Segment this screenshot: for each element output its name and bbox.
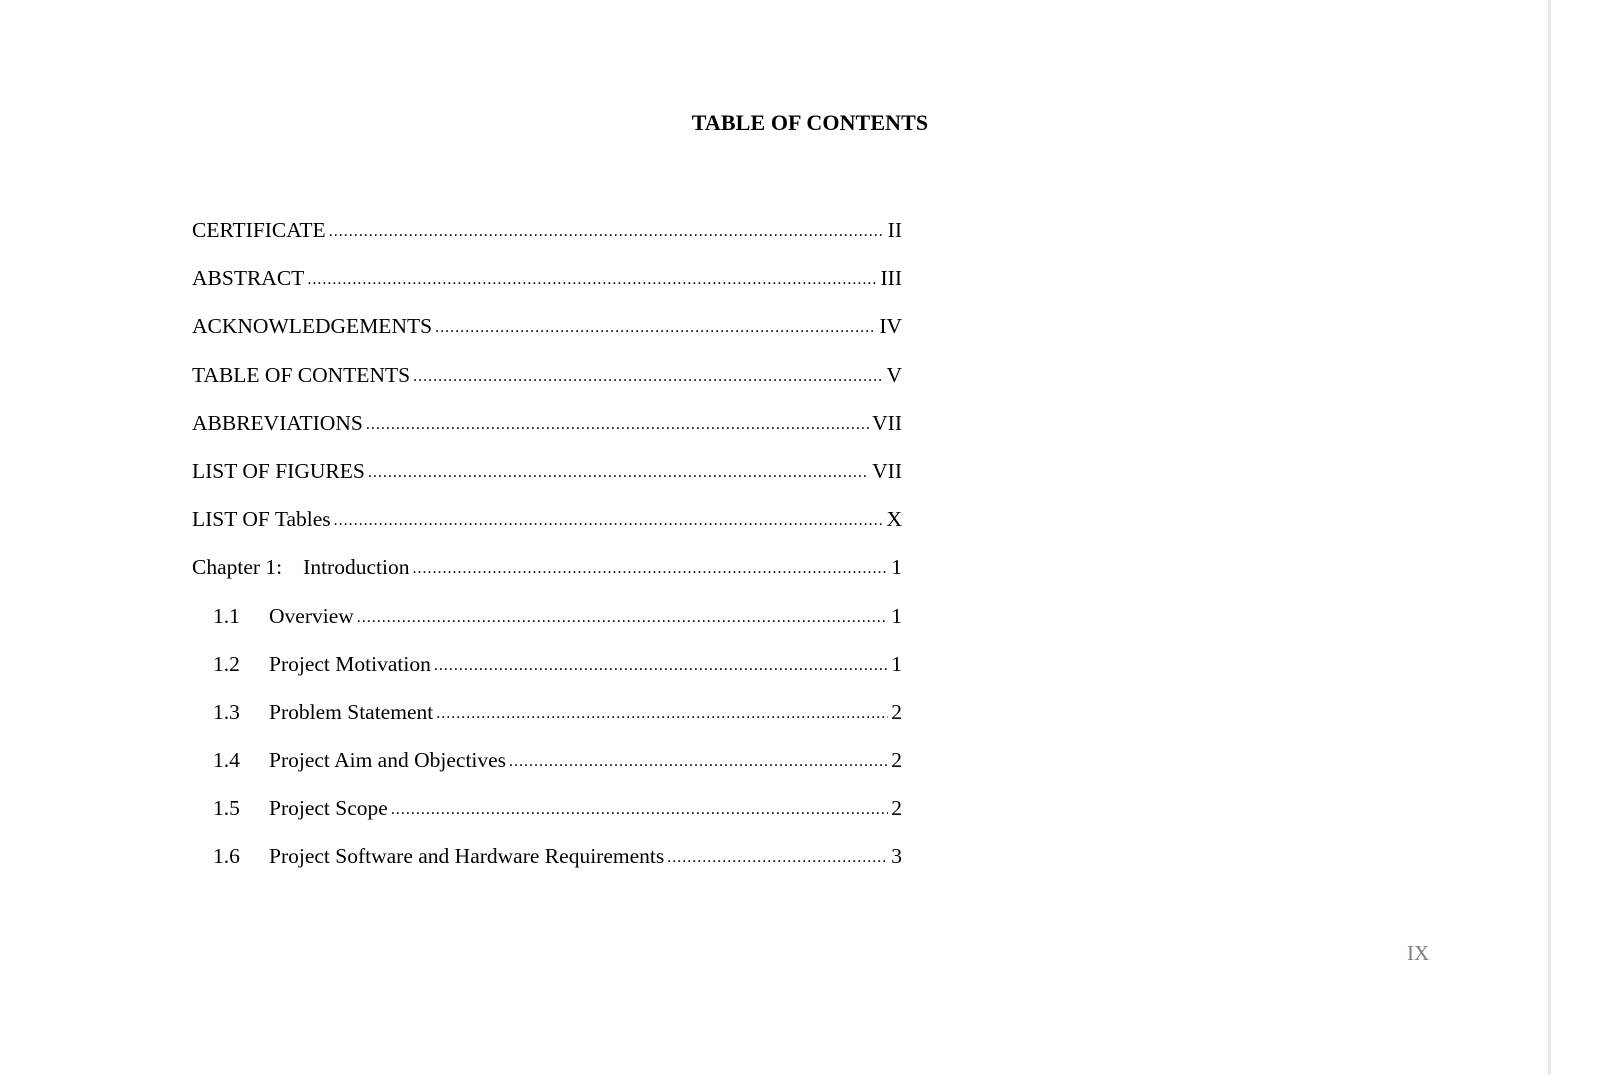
toc-dot-leader bbox=[307, 271, 877, 289]
toc-entry-abstract[interactable] bbox=[192, 266, 902, 314]
toc-page-number: 2 bbox=[891, 748, 902, 773]
toc-entry-section-1-5[interactable] bbox=[192, 796, 902, 844]
toc-page-number: 1 bbox=[891, 651, 902, 676]
toc-entry-abbreviations[interactable] bbox=[192, 411, 902, 459]
toc-entry-label: Problem Statement bbox=[269, 699, 434, 724]
toc-entry-label: CERTIFICATE bbox=[192, 218, 326, 242]
toc-entry-list-of-figures[interactable] bbox=[192, 459, 902, 507]
toc-entry-label: Project Software and Hardware Requirements bbox=[269, 844, 665, 869]
toc-dot-leader bbox=[391, 801, 888, 819]
toc-page-number: IV bbox=[879, 314, 902, 339]
toc-entry-label: Project Scope bbox=[269, 796, 388, 821]
toc-page-number: 3 bbox=[891, 844, 902, 869]
toc-dot-leader bbox=[334, 512, 884, 530]
toc-page-number: 1 bbox=[891, 555, 902, 580]
toc-entry-label: LIST OF Tables bbox=[192, 507, 331, 532]
toc-entry-table-of-contents[interactable] bbox=[192, 363, 902, 411]
toc-page-number: VII bbox=[872, 410, 902, 435]
toc-dot-leader bbox=[368, 464, 869, 482]
toc-list bbox=[192, 218, 902, 893]
toc-dot-leader bbox=[357, 609, 888, 627]
toc-dot-leader bbox=[436, 705, 888, 723]
toc-entry-section-1-3[interactable] bbox=[192, 700, 902, 748]
toc-entry-label: LIST OF FIGURES bbox=[192, 458, 365, 483]
toc-dot-leader bbox=[434, 657, 888, 675]
toc-dot-leader bbox=[366, 416, 869, 434]
toc-entry-label: Project Aim and Objectives bbox=[269, 748, 507, 773]
toc-page-number: V bbox=[886, 362, 902, 387]
toc-entry-section-1-6[interactable] bbox=[192, 844, 902, 892]
toc-entry-acknowledgements[interactable] bbox=[192, 314, 902, 362]
toc-entry-section-1-2[interactable] bbox=[192, 652, 902, 700]
toc-page-number: 1 bbox=[891, 603, 902, 628]
toc-entry-chapter-1[interactable] bbox=[192, 555, 902, 603]
page-title: TABLE OF CONTENTS bbox=[691, 110, 929, 135]
toc-entry-label: TABLE OF CONTENTS bbox=[192, 362, 411, 387]
toc-page-number: VII bbox=[872, 458, 902, 483]
toc-entry-label: Overview bbox=[269, 603, 354, 628]
toc-entry-section-1-4[interactable] bbox=[192, 748, 902, 796]
toc-entry-label: Project Motivation bbox=[269, 651, 431, 676]
toc-entry-label: Introduction bbox=[303, 555, 410, 580]
toc-dot-leader bbox=[329, 223, 885, 241]
toc-dot-leader bbox=[412, 560, 888, 578]
toc-section-number: 1.5 bbox=[213, 796, 240, 821]
toc-dot-leader bbox=[413, 368, 883, 386]
toc-entry-list-of-tables[interactable] bbox=[192, 507, 902, 555]
toc-dot-leader bbox=[667, 849, 888, 867]
toc-entry-section-1-1[interactable] bbox=[192, 604, 902, 652]
toc-page-number: 2 bbox=[891, 699, 902, 724]
toc-entry-label: ABSTRACT bbox=[192, 266, 305, 291]
toc-dot-leader bbox=[435, 319, 876, 337]
toc-dot-leader bbox=[509, 753, 888, 771]
toc-chapter-prefix: Chapter 1: bbox=[192, 555, 283, 580]
toc-section-number: 1.4 bbox=[213, 748, 240, 773]
toc-page-number: III bbox=[880, 266, 902, 291]
toc-page-number: 2 bbox=[891, 796, 902, 821]
toc-entry-label: ACKNOWLEDGEMENTS bbox=[192, 314, 433, 339]
toc-section-number: 1.1 bbox=[213, 603, 240, 628]
page-footer-number: IX bbox=[1407, 941, 1430, 965]
toc-page-number: X bbox=[886, 507, 902, 532]
page-margin-area bbox=[1551, 0, 1600, 1075]
toc-section-number: 1.2 bbox=[213, 651, 240, 676]
toc-entry-label: ABBREVIATIONS bbox=[192, 410, 363, 435]
toc-page-number: II bbox=[887, 218, 902, 242]
toc-section-number: 1.3 bbox=[213, 699, 240, 724]
toc-entry-certificate[interactable] bbox=[192, 218, 902, 266]
toc-section-number: 1.6 bbox=[213, 844, 240, 869]
